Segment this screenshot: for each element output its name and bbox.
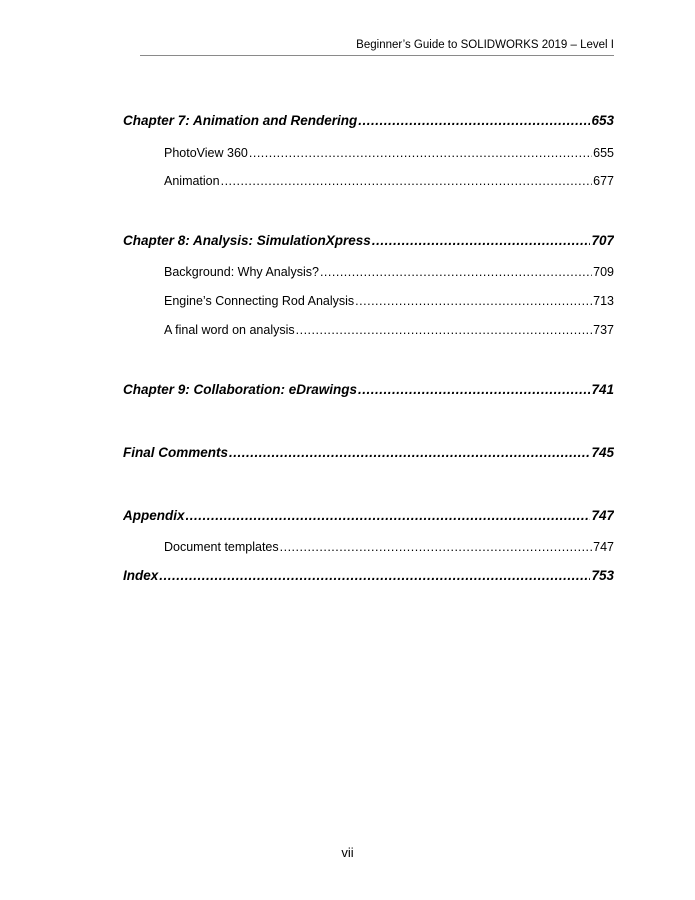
toc-entry-title: Final Comments (123, 445, 229, 460)
toc-entry-final-word (164, 323, 614, 337)
toc-entry-page: 653 (591, 113, 614, 128)
toc-entry-page: 747 (593, 540, 614, 554)
toc-entry-title: A final word on analysis (164, 323, 295, 337)
toc-entry-chapter-7 (123, 113, 614, 128)
dot-leader (280, 540, 593, 554)
dot-leader (372, 233, 591, 248)
dot-leader (249, 146, 592, 160)
toc-entry-title: Engine’s Connecting Rod Analysis (164, 294, 355, 308)
toc-entry-page: 745 (591, 445, 614, 460)
toc-entry-final-comments (123, 445, 614, 460)
dot-leader (355, 294, 592, 308)
toc-entry-page: 713 (593, 294, 614, 308)
toc-entry-animation (164, 174, 614, 188)
toc-entry-title: Background: Why Analysis? (164, 265, 319, 279)
toc-entry-photoview-360 (164, 146, 614, 160)
toc-entry-background (164, 265, 614, 279)
toc-entry-page: 655 (593, 146, 614, 160)
toc-entry-title: Animation (164, 174, 220, 188)
toc-entry-chapter-8 (123, 233, 614, 248)
toc-entry-page: 753 (591, 568, 614, 583)
dot-leader (186, 508, 591, 523)
toc-entry-title: Document templates (164, 540, 279, 554)
toc-entry-page: 737 (593, 323, 614, 337)
page-number: vii (341, 845, 354, 860)
toc-entry-title: Chapter 7: Animation and Rendering (123, 113, 358, 128)
toc-entry-document-templates (164, 540, 614, 554)
toc-entry-page: 709 (593, 265, 614, 279)
running-header: Beginner’s Guide to SOLIDWORKS 2019 – Level I (356, 39, 614, 51)
toc-entry-chapter-9 (123, 382, 614, 397)
toc-entry-index (123, 568, 614, 583)
toc-entry-page: 747 (591, 508, 614, 523)
dot-leader (229, 445, 590, 460)
toc-entry-page: 677 (593, 174, 614, 188)
header-rule (140, 55, 614, 56)
toc-entry-appendix (123, 508, 614, 523)
dot-leader (221, 174, 593, 188)
dot-leader (358, 382, 590, 397)
toc-entry-title: Chapter 9: Collaboration: eDrawings (123, 382, 358, 397)
toc-entry-title: Index (123, 568, 159, 583)
toc-entry-title: Appendix (123, 508, 185, 523)
toc-entry-page: 707 (591, 233, 614, 248)
toc-entry-title: PhotoView 360 (164, 146, 248, 160)
dot-leader (296, 323, 593, 337)
toc-entry-page: 741 (591, 382, 614, 397)
dot-leader (358, 113, 590, 128)
dot-leader (320, 265, 592, 279)
toc-entry-title: Chapter 8: Analysis: SimulationXpress (123, 233, 371, 248)
dot-leader (159, 568, 590, 583)
toc-entry-connecting-rod (164, 294, 614, 308)
